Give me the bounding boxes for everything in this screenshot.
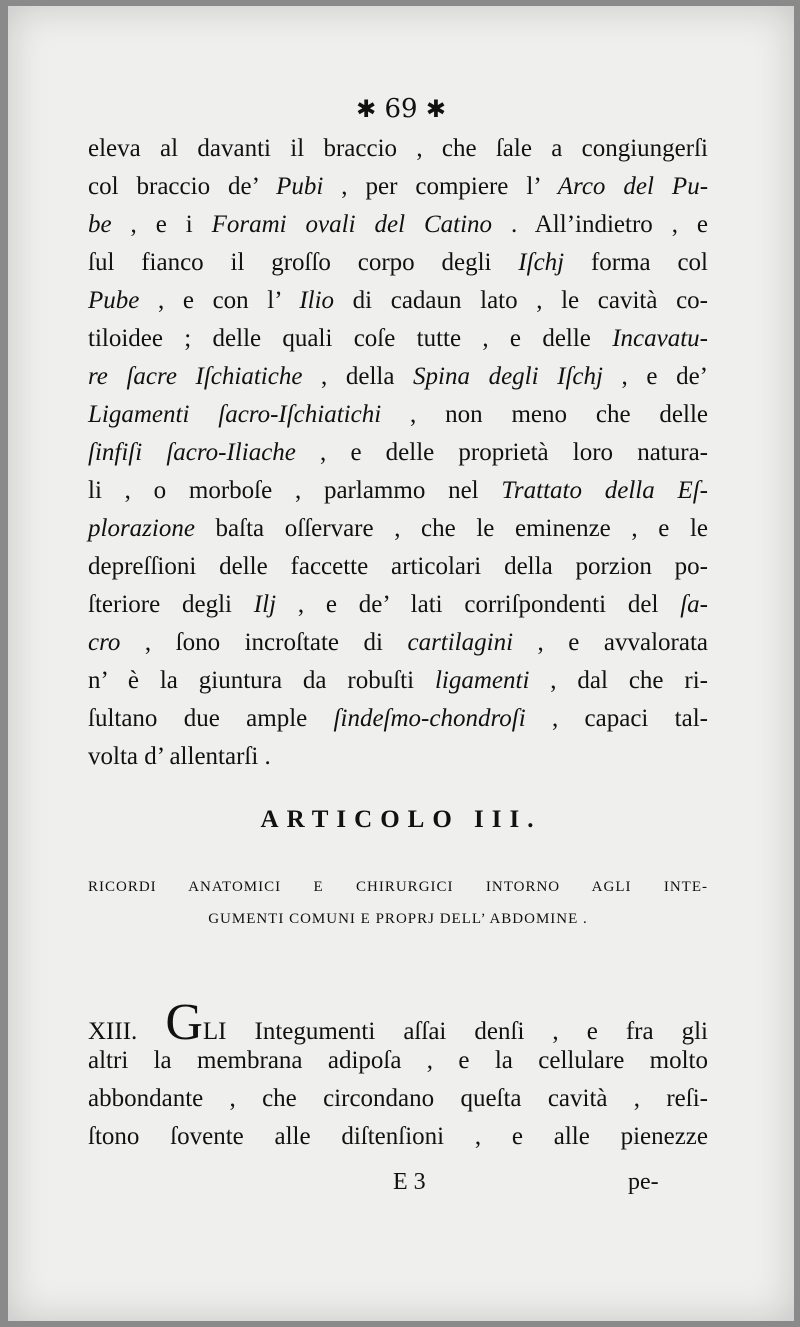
article-subtitle-line-2: GUMENTI COMUNI E PROPRJ DELL’ ABDOMINE . <box>208 911 588 927</box>
text-segment: di cadaun lato , le cavità co- <box>334 287 708 314</box>
text-line <box>88 628 708 658</box>
text-segment: , non meno che delle <box>381 401 708 428</box>
italic-term: ſindeſmo-chondroſi <box>333 705 526 732</box>
text-segment: n’ è la giuntura da robuſti <box>88 667 435 694</box>
italic-term: Ilio <box>299 287 335 314</box>
italic-term: cro <box>88 629 121 656</box>
italic-term: be <box>88 211 112 238</box>
italic-term: plorazione <box>88 515 195 542</box>
text-segment: , e con l’ <box>139 287 300 314</box>
text-segment: baſta oſſervare , che le eminenze , e le <box>194 515 708 542</box>
text-segment: , e i <box>111 211 212 238</box>
text-line <box>88 514 708 544</box>
italic-term: Iſchj <box>518 249 565 276</box>
text-segment: tiloidee ; delle quali coſe tutte , e delle <box>88 325 613 352</box>
text-line <box>88 666 708 696</box>
text-line <box>88 438 708 468</box>
text-segment: ſul fianco il groſſo corpo degli <box>88 249 519 276</box>
text-segment: depreſſioni delle faccette articolari della porzion po- <box>88 553 708 580</box>
text-line <box>88 286 708 316</box>
text-segment: eleva al davanti il braccio , che ſale a congiungerſi <box>88 135 708 162</box>
text-segment: col braccio de’ <box>88 173 277 200</box>
italic-term: ſa- <box>680 591 708 618</box>
text-line <box>88 362 708 392</box>
text-segment: volta d’ allentarſi . <box>88 743 271 770</box>
text-line: altri la membrana adipoſa , e la cellulare molto <box>88 1047 708 1074</box>
italic-term: Arco del Pu- <box>557 173 709 200</box>
text-segment: , e delle proprietà loro natura- <box>295 439 708 466</box>
text-segment: , dal che ri- <box>529 667 708 694</box>
text-line <box>88 172 708 202</box>
text-line <box>88 400 708 430</box>
text-line <box>88 742 708 772</box>
text-line: ſtono ſovente alle diſtenſioni , e alle pienezze <box>88 1123 708 1150</box>
text-segment: ſteriore degli <box>88 591 254 618</box>
italic-term: Pube <box>88 287 140 314</box>
text-line <box>88 324 708 354</box>
article-title-number: III. <box>474 806 542 833</box>
text-segment: forma col <box>564 249 708 276</box>
italic-term: Incavatu- <box>612 325 708 352</box>
text-segment: li , o morboſe , parlammo nel <box>88 477 502 504</box>
italic-term: Ligamenti ſacro-Iſchiatichi <box>88 401 382 428</box>
running-header <box>8 94 794 124</box>
text-segment: , ſono incroſtate di <box>120 629 408 656</box>
paragraph-xiii-first-line <box>88 994 708 1051</box>
text-line <box>88 210 708 240</box>
catchword: pe- <box>628 1169 659 1195</box>
text-line <box>88 590 708 620</box>
section-number: XIII. <box>88 1018 138 1045</box>
text-segment: , e de’ <box>602 363 709 390</box>
text-segment: ſultano due ample <box>88 705 334 732</box>
page-number: 69 <box>384 94 418 124</box>
text-line <box>88 134 708 164</box>
first-line-text: LI Integumenti aſſai denſi , e fra gli <box>202 1018 708 1045</box>
text-segment: . All’indietro , e <box>492 211 708 238</box>
text-line <box>88 248 708 278</box>
book-page <box>8 6 794 1321</box>
italic-term: ligamenti <box>434 667 530 694</box>
article-subtitle-line-1: RICORDI ANATOMICI E CHIRURGICI INTORNO AGLI INTE- <box>88 879 708 895</box>
italic-term: cartilagini <box>407 629 514 656</box>
text-line <box>88 704 708 734</box>
italic-term: Ilj <box>253 591 277 618</box>
text-line <box>88 476 708 506</box>
text-segment: , della <box>302 363 414 390</box>
signature-mark: E 3 <box>393 1169 426 1195</box>
article-heading <box>8 806 794 834</box>
italic-term: re ſacre Iſchiatiche <box>88 363 303 390</box>
text-segment: , capaci tal- <box>525 705 708 732</box>
text-line <box>88 552 708 582</box>
italic-term: ſinfiſi ſacro-Iliache <box>88 439 296 466</box>
text-segment: , per compiere l’ <box>323 173 558 200</box>
italic-term: Forami ovali del Catino <box>211 211 493 238</box>
italic-term: Pubi <box>276 173 324 200</box>
italic-term: Spina degli Iſchj <box>413 363 603 390</box>
italic-term: Trattato della Eſ- <box>501 477 708 504</box>
text-segment: , e avvalorata <box>513 629 708 656</box>
text-segment: , e de’ lati corriſpondenti del <box>276 591 681 618</box>
drop-cap: G <box>165 994 203 1051</box>
article-title-word: ARTICOLO <box>260 806 460 833</box>
ornament-right-icon: ✱ <box>425 95 446 123</box>
ornament-left-icon: ✱ <box>356 95 377 123</box>
text-line: abbondante , che circondano queſta cavità , reſi- <box>88 1085 708 1112</box>
